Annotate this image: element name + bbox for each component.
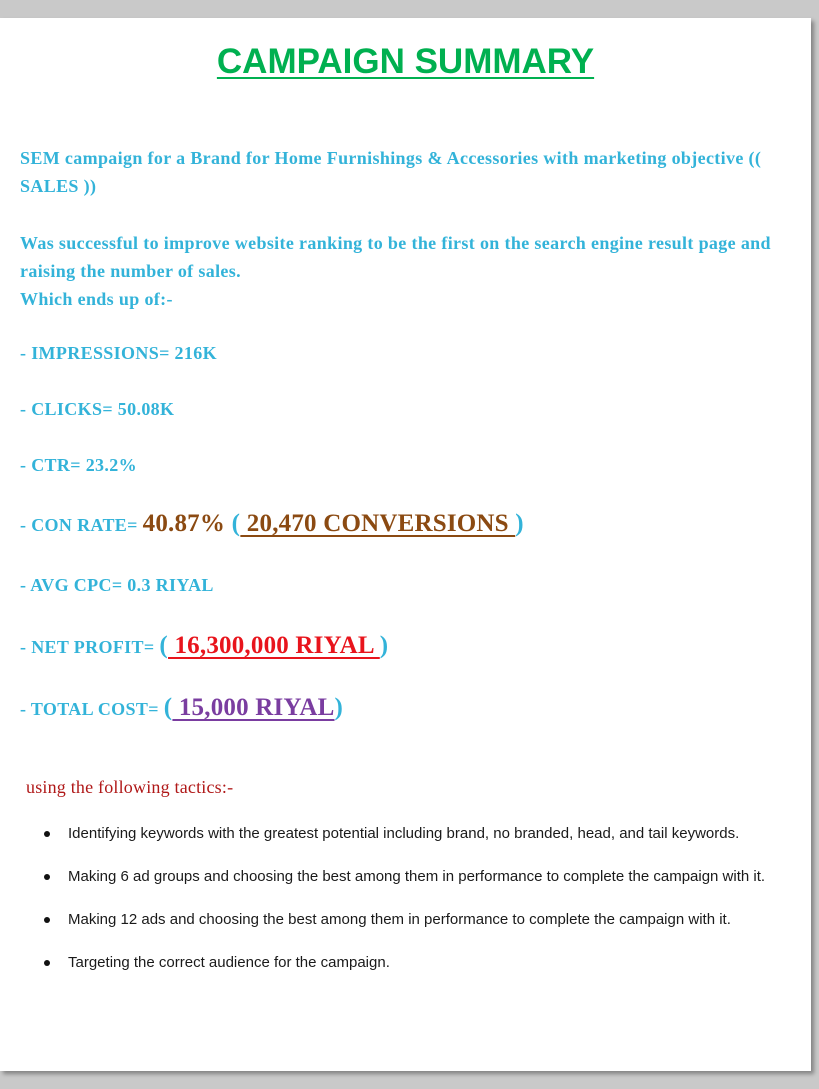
- list-item: Targeting the correct audience for the campaign.: [40, 952, 780, 973]
- metric-total-cost: [20, 694, 343, 722]
- metric-con-rate: [20, 510, 524, 538]
- campaign-result: Was successful to improve website ranking to be the first on the search engine result page and raising the number of sales.: [20, 233, 771, 281]
- con-rate-label: - CON RATE=: [20, 515, 143, 535]
- conversions-count: 20,470 CONVERSIONS: [240, 510, 516, 537]
- total-cost-label: - TOTAL COST=: [20, 699, 164, 719]
- campaign-description: SEM campaign for a Brand for Home Furnishings & Accessories with marketing objective (( SALES )): [20, 148, 762, 196]
- results-intro: Which ends up of:-: [20, 289, 173, 309]
- page-title: CAMPAIGN SUMMARY: [216, 42, 595, 81]
- document-page: [0, 18, 811, 1071]
- metric-avg-cpc: - AVG CPC= 0.3 RIYAL: [20, 575, 214, 595]
- net-profit-close-paren: ): [379, 632, 389, 659]
- con-rate-close-paren: ): [515, 510, 524, 537]
- net-profit-value: 16,300,000 RIYAL: [168, 632, 380, 659]
- metric-net-profit: [20, 632, 388, 660]
- net-profit-open-paren: (: [159, 632, 169, 659]
- list-item: Identifying keywords with the greatest potential including brand, no branded, head, and tail keywords.: [40, 823, 780, 844]
- metric-impressions: - IMPRESSIONS= 216K: [20, 343, 217, 363]
- list-item: Making 6 ad groups and choosing the best among them in performance to complete the campaign with it.: [40, 866, 780, 887]
- metric-ctr: - CTR= 23.2%: [20, 455, 137, 475]
- metric-clicks: - CLICKS= 50.08K: [20, 399, 175, 419]
- con-rate-open-paren: (: [225, 510, 241, 537]
- total-cost-open-paren: (: [163, 694, 173, 721]
- con-rate-value: 40.87%: [142, 510, 226, 537]
- tactics-list: [40, 823, 780, 995]
- total-cost-value: 15,000 RIYAL: [172, 694, 335, 721]
- net-profit-label: - NET PROFIT=: [20, 637, 160, 657]
- list-item: Making 12 ads and choosing the best among them in performance to complete the campaign with it.: [40, 909, 780, 930]
- total-cost-close-paren: ): [334, 694, 344, 721]
- tactics-heading: using the following tactics:-: [26, 777, 234, 797]
